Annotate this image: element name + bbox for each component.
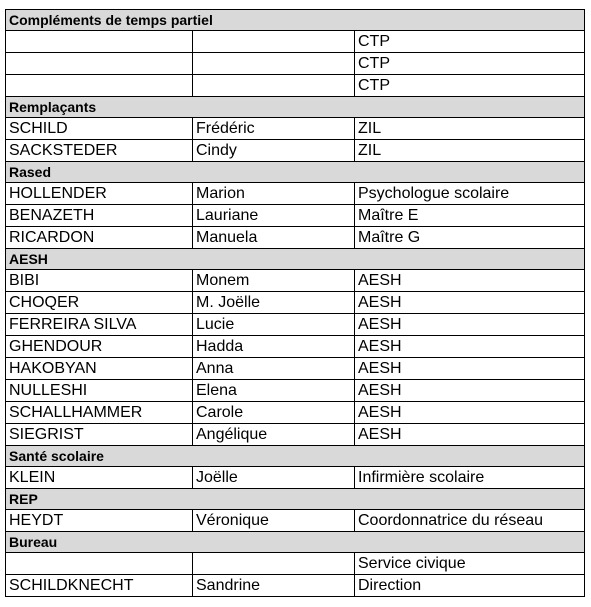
role-cell: AESH xyxy=(355,424,585,446)
first-name-cell: Cindy xyxy=(193,140,355,162)
table-row xyxy=(6,424,585,446)
role-cell: AESH xyxy=(355,380,585,402)
first-name-cell: Angélique xyxy=(193,424,355,446)
section-header-rased xyxy=(6,162,585,183)
role-cell: Infirmière scolaire xyxy=(355,467,585,489)
role-cell: CTP xyxy=(355,75,585,97)
table-row xyxy=(6,118,585,140)
last-name-cell: BENAZETH xyxy=(6,205,193,227)
first-name-cell: Lauriane xyxy=(193,205,355,227)
table-row xyxy=(6,380,585,402)
table-row xyxy=(6,31,585,53)
first-name-cell xyxy=(193,553,355,575)
section-title: Compléments de temps partiel xyxy=(6,10,585,31)
first-name-cell xyxy=(193,75,355,97)
table-row xyxy=(6,314,585,336)
first-name-cell: Carole xyxy=(193,402,355,424)
last-name-cell: GHENDOUR xyxy=(6,336,193,358)
role-cell: Direction xyxy=(355,575,585,597)
role-cell: Maître E xyxy=(355,205,585,227)
first-name-cell: M. Joëlle xyxy=(193,292,355,314)
last-name-cell: HEYDT xyxy=(6,510,193,532)
section-header-aesh xyxy=(6,249,585,270)
last-name-cell: FERREIRA SILVA xyxy=(6,314,193,336)
last-name-cell: RICARDON xyxy=(6,227,193,249)
section-header-rep xyxy=(6,489,585,510)
last-name-cell: SCHALLHAMMER xyxy=(6,402,193,424)
first-name-cell xyxy=(193,31,355,53)
table-row xyxy=(6,402,585,424)
table-row xyxy=(6,575,585,597)
first-name-cell: Manuela xyxy=(193,227,355,249)
section-header-bureau xyxy=(6,532,585,553)
table-row xyxy=(6,270,585,292)
last-name-cell: SCHILDKNECHT xyxy=(6,575,193,597)
last-name-cell xyxy=(6,75,193,97)
first-name-cell: Sandrine xyxy=(193,575,355,597)
table-row xyxy=(6,510,585,532)
last-name-cell: CHOQER xyxy=(6,292,193,314)
first-name-cell: Marion xyxy=(193,183,355,205)
role-cell: AESH xyxy=(355,292,585,314)
section-title: Santé scolaire xyxy=(6,446,585,467)
table-row xyxy=(6,227,585,249)
last-name-cell xyxy=(6,553,193,575)
role-cell: AESH xyxy=(355,336,585,358)
table-row xyxy=(6,205,585,227)
last-name-cell: SCHILD xyxy=(6,118,193,140)
table-row xyxy=(6,553,585,575)
role-cell: ZIL xyxy=(355,118,585,140)
last-name-cell xyxy=(6,31,193,53)
role-cell: Psychologue scolaire xyxy=(355,183,585,205)
table-row xyxy=(6,292,585,314)
section-title: AESH xyxy=(6,249,585,270)
section-title: Bureau xyxy=(6,532,585,553)
table-row xyxy=(6,53,585,75)
role-cell: AESH xyxy=(355,270,585,292)
staff-table xyxy=(5,9,585,597)
table-row xyxy=(6,336,585,358)
role-cell: ZIL xyxy=(355,140,585,162)
last-name-cell: NULLESHI xyxy=(6,380,193,402)
first-name-cell xyxy=(193,53,355,75)
table-row xyxy=(6,358,585,380)
section-title: REP xyxy=(6,489,585,510)
role-cell: Coordonnatrice du réseau xyxy=(355,510,585,532)
table-row xyxy=(6,140,585,162)
role-cell: Service civique xyxy=(355,553,585,575)
first-name-cell: Lucie xyxy=(193,314,355,336)
role-cell: AESH xyxy=(355,402,585,424)
first-name-cell: Frédéric xyxy=(193,118,355,140)
last-name-cell: BIBI xyxy=(6,270,193,292)
section-header-sante-scolaire xyxy=(6,446,585,467)
role-cell: CTP xyxy=(355,31,585,53)
staff-table-body xyxy=(6,10,585,597)
section-title: Remplaçants xyxy=(6,97,585,118)
role-cell: Maître G xyxy=(355,227,585,249)
first-name-cell: Monem xyxy=(193,270,355,292)
last-name-cell xyxy=(6,53,193,75)
table-row xyxy=(6,183,585,205)
last-name-cell: HAKOBYAN xyxy=(6,358,193,380)
section-title: Rased xyxy=(6,162,585,183)
first-name-cell: Hadda xyxy=(193,336,355,358)
last-name-cell: KLEIN xyxy=(6,467,193,489)
section-header-remplacants xyxy=(6,97,585,118)
role-cell: AESH xyxy=(355,358,585,380)
table-row xyxy=(6,467,585,489)
first-name-cell: Elena xyxy=(193,380,355,402)
role-cell: CTP xyxy=(355,53,585,75)
table-row xyxy=(6,75,585,97)
section-header-complements-de-temps-partiel xyxy=(6,10,585,31)
last-name-cell: SACKSTEDER xyxy=(6,140,193,162)
first-name-cell: Anna xyxy=(193,358,355,380)
last-name-cell: SIEGRIST xyxy=(6,424,193,446)
first-name-cell: Véronique xyxy=(193,510,355,532)
role-cell: AESH xyxy=(355,314,585,336)
last-name-cell: HOLLENDER xyxy=(6,183,193,205)
first-name-cell: Joëlle xyxy=(193,467,355,489)
